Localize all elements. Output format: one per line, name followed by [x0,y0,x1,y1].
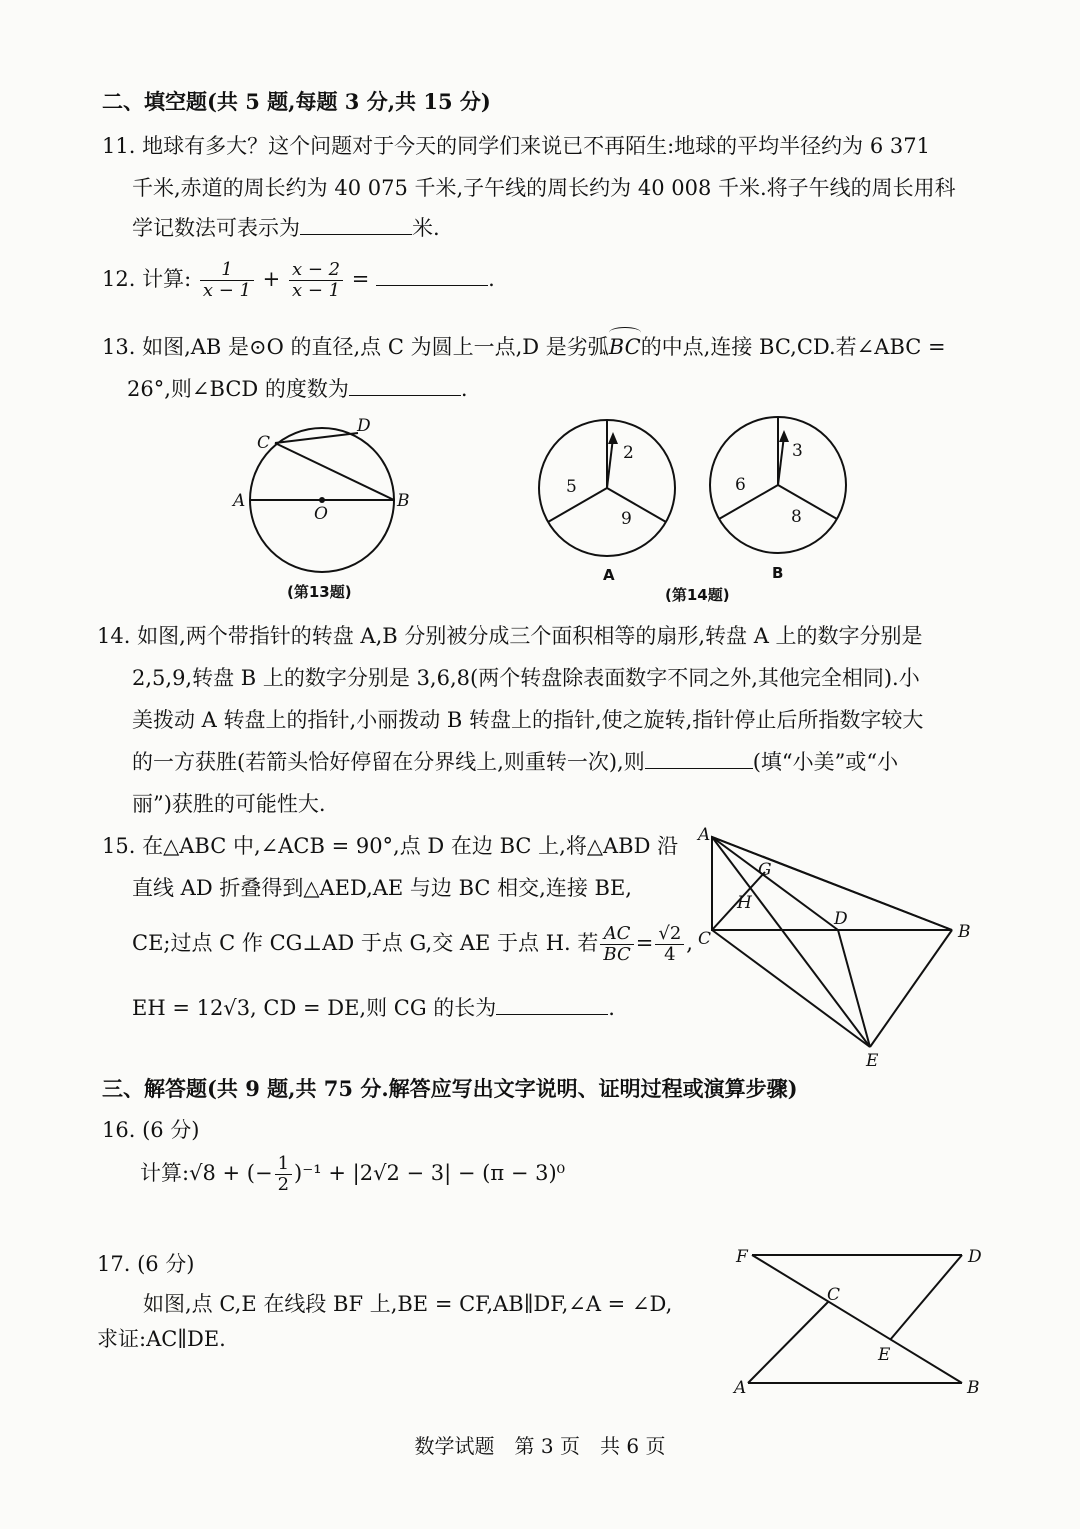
fig15-label-b: B [958,922,971,942]
fig17-label-d: D [968,1247,982,1267]
q15-line3 [132,920,693,966]
q16-fraction: $\frac{1}{2}$ [275,1154,292,1195]
figure-13 [225,405,425,614]
q12-plus: + [262,267,281,291]
q11-line2: 千米,赤道的周长约为 40 075 千米,子午线的周长约为 40 008 千米.将子午线的周长用科 [132,176,956,200]
q15-text-2: EH = 12√3, CD = DE,则 CG 的长为 [132,996,497,1020]
q13-line1 [102,333,946,361]
q13-answer-blank[interactable] [349,377,461,396]
fig14-wheel-a [539,420,675,584]
q15-comma: , [686,931,693,955]
fig13-chord-cd [275,433,358,443]
q14-text: 的一方获胜(若箭头恰好停留在分界线上,则重转一次),则 [132,750,645,774]
q13-arc-bc: BC [609,333,641,361]
fig14-a-num-1: 2 [623,443,634,463]
fig13-label-a: A [233,491,246,511]
fig17-label-e: E [878,1345,891,1365]
fig15-label-e: E [866,1051,879,1071]
fig15-line-be [870,930,952,1047]
q12-end: . [488,267,495,291]
fig15-line-ce [712,930,870,1047]
fig14-wheel-b [710,417,846,582]
fig14-a-num-3: 9 [621,509,632,529]
fig15-line-de [838,930,870,1047]
q16-prefix: 计算:√8 + (− [140,1161,273,1185]
figure-14 [530,410,860,614]
q12-prefix: 12. 计算: [102,267,192,291]
fig14-b-num-2: 6 [735,475,746,495]
q11-answer-blank[interactable] [300,216,412,235]
fig13-caption: (第13题) [287,583,352,601]
footer-page: 第 3 页 [514,1434,580,1458]
fig15-label-a: A [698,825,711,845]
footer-total: 共 6 页 [600,1434,666,1458]
q17-head: 17. (6 分) [97,1252,195,1276]
fig13-label-b: B [397,491,410,511]
q12-answer-blank[interactable] [376,267,488,286]
q14-answer-blank[interactable] [645,750,753,769]
q14-line3: 美拨动 A 转盘上的指针,小丽拨动 B 转盘上的指针,使之旋转,指针停止后所指数字较大 [132,708,924,732]
q13-text-2: 的中点,连接 BC,CD.若∠ABC = [640,335,946,359]
q13-text-3: 26°,则∠BCD 的度数为 [127,377,349,401]
figure-15 [690,822,990,1081]
fig17-line-fb [752,1255,962,1383]
q15-line1: 15. 在△ABC 中,∠ACB = 90°,点 D 在边 BC 上,将△ABD 沿 [102,834,679,858]
fig13-label-c: C [257,433,271,453]
fig14-b-num-1: 3 [792,441,803,461]
q11-unit: 米. [412,216,440,240]
q13-line2 [127,375,468,403]
page-footer [0,1430,1080,1459]
fig15-label-d: D [834,909,848,929]
q15-text: CE;过点 C 作 CG⊥AD 于点 G,交 AE 于点 H. 若 [132,931,599,955]
q14-line5: 丽”)获胜的可能性大. [132,792,326,816]
q11-line1: 11. 地球有多大？这个问题对于今天的同学们来说已不再陌生:地球的平均半径约为 6 371 [102,134,930,158]
q12-equals: = [351,267,370,291]
fig17-label-c: C [827,1285,841,1305]
footer-subject: 数学试题 [414,1434,495,1458]
fig15-label-h: H [737,893,752,913]
q16-expression [140,1150,565,1196]
q15-answer-blank[interactable] [496,996,608,1015]
fig15-line-ad [712,837,838,930]
q14-text-2: (填“小美”或“小 [752,750,899,774]
fig17-label-f: F [736,1247,748,1267]
q12-fraction-2: $\frac{x - 2}{x - 1}$ [289,260,343,301]
figure-17 [730,1240,1000,1414]
fig14-a-num-2: 5 [566,477,577,497]
fig14-a-name: A [603,566,615,584]
q17-line1: 如图,点 C,E 在线段 BF 上,BE = CF,AB∥DF,∠A = ∠D, [143,1292,673,1316]
fig17-line-de [890,1255,962,1340]
q16-head: 16. (6 分) [102,1118,200,1142]
fig17-line-ac [748,1302,828,1383]
q15-line4 [132,994,615,1022]
section-3-title: 三、解答题(共 9 题,共 75 分.解答应写出文字说明、证明过程或演算步骤) [102,1076,798,1101]
q15-end: . [608,996,615,1020]
fig14-b-name: B [772,564,784,582]
q13-end: . [460,377,468,401]
q11-line3 [132,214,440,242]
q15-equals: = [635,931,654,955]
fig13-label-o: O [314,504,328,524]
fig15-label-g: G [758,860,772,880]
q15-ratio-value: $\frac{√2}{4}$ [655,924,684,965]
fig14-caption: (第14题) [665,586,730,604]
fig17-label-b: B [967,1378,980,1398]
section-2-title: 二、填空题(共 5 题,每题 3 分,共 15 分) [102,89,491,114]
q14-line2: 2,5,9,转盘 B 上的数字分别是 3,6,8(两个转盘除表面数字不同之外,其他完全相同).小 [132,666,920,690]
q11-text: 学记数法可表示为 [132,216,300,240]
q12-fraction-1: $\frac{1}{x - 1}$ [200,260,254,301]
fig13-label-d: D [357,416,371,436]
q13-text-1: 13. 如图,AB 是⊙O 的直径,点 C 为圆上一点,D 是劣弧 [102,335,609,359]
fig13-center-dot [319,497,325,503]
fig15-label-c: C [698,929,712,949]
q15-line2: 直线 AD 折叠得到△AED,AE 与边 BC 相交,连接 BE, [132,876,632,900]
q15-ratio-fraction: $\frac{AC}{BC}$ [600,924,633,965]
fig14-b-num-3: 8 [791,507,802,527]
q12-line [102,258,495,301]
q17-line2: 求证:AC∥DE. [97,1327,226,1351]
fig17-label-a: A [734,1378,747,1398]
q14-line4 [132,748,898,776]
q16-suffix: )⁻¹ + |2√2 − 3| − (π − 3)⁰ [294,1161,566,1185]
q14-line1: 14. 如图,两个带指针的转盘 A,B 分别被分成三个面积相等的扇形,转盘 A 上的数字分别是 [97,624,923,648]
